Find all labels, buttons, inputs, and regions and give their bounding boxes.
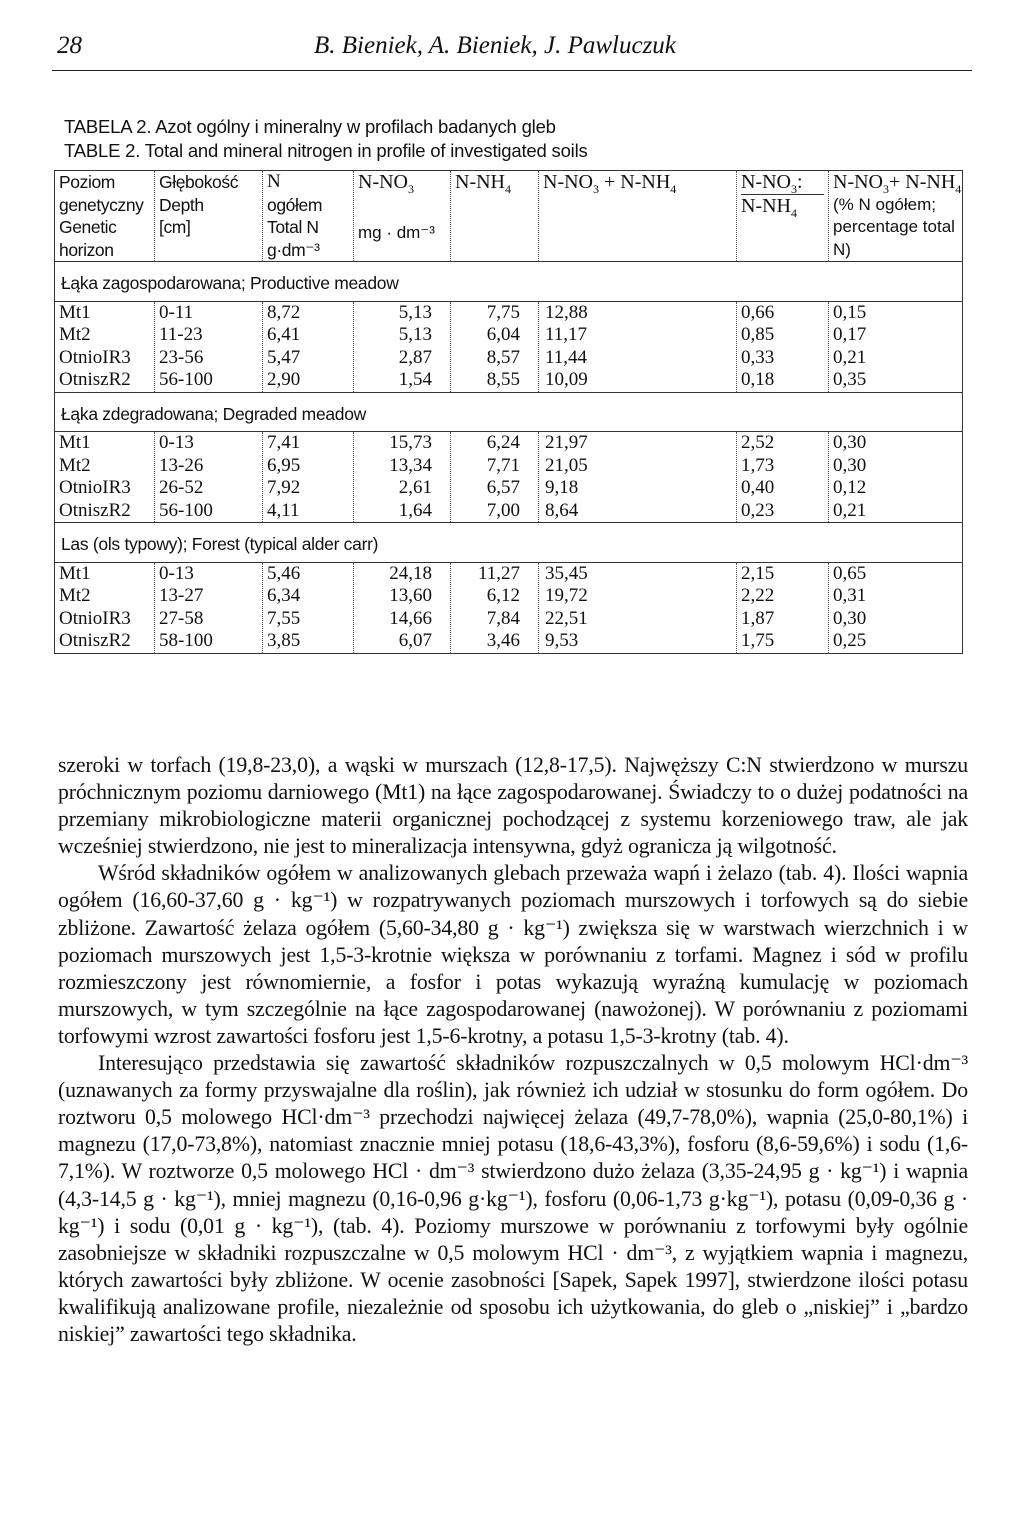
n-nh4-cell-column [451,301,539,392]
paragraph: szeroki w torfach (19,8-23,0), a wąski w murszach (12,8-17,5). Najwęższy C:N stwierdzono w murszu próchnicznym poziomu darniowego (Mt1) na łące zagospodarowanej. Świadczy to o dużej podatności na przemiany mikrobiologiczne materii organicznej pochodzącej z systemu korzeniowego traw, ale jak wcześniej stwierdzono, nie jest to mineralizacja intensywna, gdyż ogranicza ją wilgotność. [58,753,968,859]
depth-cell: 0-13 [159,432,194,453]
total-n-cell: 5,46 [267,562,301,584]
depth-cell: 23-56 [159,346,204,368]
depth-cell: 56-100 [159,369,213,390]
percentage-cell: 0,65 [833,562,867,584]
horizon-cell: OtnioIR3 [59,477,131,498]
depth-cell: 11-23 [159,324,203,345]
running-head-authors: B. Bieniek, A. Bieniek, J. Pawluczuk [314,32,676,59]
horizon-cell-column [55,562,155,653]
n-sum-cell: 19,72 [545,585,588,606]
horizon-cell: OtnioIR3 [59,607,131,629]
n-no3-cell: 13,60 [389,585,432,606]
table-row-group [55,562,963,653]
header-ratio: $N-NO_3$: $N-NH_4$ [737,171,829,262]
ratio-cell: 2,15 [741,562,775,584]
unit-label: mg · dm⁻³ [358,223,435,242]
paragraph: Interesująco przedstawia się zawartość składników rozpuszczalnych w 0,5 molowym HCl·dm⁻³ (uznawanych za formy przyswajalne dla roślin), jak również ich udział w stosunku do form ogółem. Do roztworu 0,5 molowego HCl·dm⁻³ przechodzi najwięcej żelaza (49,7-78,0%), wapnia (25,0-80,1%) i magnezu (17,0-73,8%), natomiast znacznie mniej potasu (18,6-43,3%), fosforu (8,6-59,6%) i sodu (1,6-7,1%). W roztworze 0,5 molowego HCl · dm⁻³ stwierdzono dużo żelaza (3,35-24,95 g · kg⁻¹) i wapnia (4,3-14,5 g · kg⁻¹), mniej magnezu (0,16-0,96 g·kg⁻¹), fosforu (0,06-1,73 g·kg⁻¹), potasu (0,09-0,36 g · kg⁻¹) i sodu (0,01 g · kg⁻¹), (tab. 4). Poziomy murszowe w porównaniu z torfowymi były ogólnie zasobniejsze w składniki rozpuszczalne w 0,5 molowym HCl · dm⁻³, z wyjątkiem wapnia i magnezu, których zawartości były zbliżone. W ocenie zasobności [Sapek, Sapek 1997], stwierdzone ilości potasu kwalifikują analizowane profile, niezależnie od sposobu ich użytkowania, do gleb o „niskiej” i „bardzo niskiej” zawartości tego składnika. [58,1051,968,1346]
section-row [55,262,963,302]
depth-cell: 27-58 [159,607,204,629]
ratio-cell: 0,66 [741,301,775,323]
n-no3-cell-column [354,562,451,653]
ratio-cell: 0,33 [741,346,775,368]
section-row [55,523,963,563]
n-sum-cell-column [539,432,737,523]
n-nh4-cell: 6,57 [486,477,520,498]
n-no3-cell: 14,66 [389,607,432,629]
n-sum-cell: 9,53 [545,630,579,651]
percentage-cell-column [829,301,963,392]
depth-cell: 13-27 [159,585,204,606]
depth-cell-column [155,432,263,523]
total-n-cell: 5,47 [267,346,301,368]
n-sum-cell-column [539,301,737,392]
table-row-group [55,301,963,392]
n-nh4-cell: 3,46 [486,630,520,651]
page-number: 28 [57,32,82,59]
header-n-sum: $N-NO_3 + N-NH_4$ [539,171,737,262]
table-row-group [55,432,963,523]
n-no3-cell-column [354,301,451,392]
ratio-cell-column [737,301,829,392]
n-nh4-cell-column [451,562,539,653]
n-sum-cell: 11,17 [545,324,588,345]
header-total-n: N ogółem Total N g·dm⁻³ [263,171,354,262]
running-head [52,30,972,71]
ratio-cell: 0,85 [741,324,775,345]
n-sum-cell: 21,05 [545,454,588,476]
n-nh4-cell: 7,71 [486,454,520,476]
n-sum-cell: 8,64 [545,499,579,521]
horizon-cell: Mt2 [59,454,91,476]
n-sum-cell: 35,45 [545,562,588,584]
n-no3-cell-column [354,432,451,523]
n-nh4-cell: 7,75 [486,301,520,323]
n-sum-cell: 12,88 [545,301,588,323]
header-n-no3: $N-NO_3$ mg · dm⁻³ [354,171,451,262]
percentage-cell: 0,17 [833,324,867,345]
n-no3-cell: 5,13 [398,301,432,323]
nitrogen-table [54,170,963,654]
table-caption-pl: TABELA 2. Azot ogólny i mineralny w profilach badanych gleb [64,116,556,137]
depth-cell: 56-100 [159,499,213,521]
horizon-cell: OtniszR2 [59,499,131,521]
horizon-cell: Mt1 [59,432,91,453]
percentage-cell: 0,30 [833,454,867,476]
ratio-cell: 0,40 [741,477,775,498]
ratio-cell: 2,22 [741,585,775,606]
n-nh4-cell: 11,27 [477,562,520,584]
n-no3-cell: 1,64 [398,499,432,521]
horizon-cell: Mt1 [59,562,91,584]
horizon-cell: Mt1 [59,301,91,323]
total-n-cell-column [263,301,354,392]
header-horizon: Poziom genetyczny Genetic horizon [55,171,155,262]
ratio-cell: 0,18 [741,369,775,390]
depth-cell-column [155,562,263,653]
section-title: Las (ols typowy); Forest (typical alder carr) [55,523,963,563]
n-no3-cell: 2,87 [398,346,432,368]
n-no3-cell: 1,54 [398,369,432,390]
n-sum-cell: 10,09 [545,369,588,390]
n-nh4-cell: 7,84 [486,607,520,629]
n-sum-cell: 9,18 [545,477,579,498]
depth-cell: 13-26 [159,454,204,476]
percentage-cell: 0,30 [833,607,867,629]
total-n-cell: 8,72 [267,301,301,323]
percentage-cell: 0,25 [833,630,867,651]
horizon-cell-column [55,432,155,523]
total-n-cell: 2,90 [267,369,301,390]
percentage-cell: 0,12 [833,477,867,498]
n-no3-cell: 24,18 [389,562,432,584]
table-caption-en: TABLE 2. Total and mineral nitrogen in profile of investigated soils [64,140,588,161]
n-no3-cell: 15,73 [389,432,432,453]
paragraph: Wśród składników ogółem w analizowanych glebach przeważa wapń i żelazo (tab. 4). Ilości wapnia ogółem (16,60-37,60 g · kg⁻¹) w rozpatrywanych poziomach murszowych i torfowych są do siebie zbliżone. Zawartość żelaza ogółem (5,60-34,80 g · kg⁻¹) zwiększa się w warstwach wierzchnich i w poziomach murszowych jest 1,5-3-krotnie większa w porównaniu z torfami. Magnez i sód w profilu rozmieszczony jest równomiernie, a fosfor i potas wykazują wyraźną kumulację w poziomach murszowych, w tym szczególnie na łące zagospodarowanej (nawożonej). W porównaniu z poziomami torfowymi wzrost zawartości fosforu jest 1,5-6-krotny, a potasu 1,5-3-krotny (tab. 4). [58,861,968,1048]
percentage-cell: 0,31 [833,585,867,606]
header-depth: Głębokość Depth [cm] [155,171,263,262]
depth-cell: 26-52 [159,477,204,498]
ratio-cell: 2,52 [741,432,775,453]
percentage-cell-column [829,432,963,523]
percentage-cell: 0,30 [833,432,867,453]
header-n-nh4: $N-NH_4$ [451,171,539,262]
n-sum-cell: 11,44 [545,346,588,368]
n-nh4-cell: 6,12 [486,585,520,606]
n-nh4-cell: 8,55 [486,369,520,390]
depth-cell-column [155,301,263,392]
n-no3-cell: 5,13 [398,324,432,345]
depth-cell: 58-100 [159,630,213,651]
total-n-cell-column [263,562,354,653]
ratio-cell: 1,87 [741,607,775,629]
n-nh4-cell: 6,24 [486,432,520,453]
n-nh4-cell: 6,04 [486,324,520,345]
horizon-cell: OtnioIR3 [59,346,131,368]
percentage-cell: 0,21 [833,346,867,368]
body-text [58,752,968,1348]
ratio-cell-column [737,562,829,653]
n-no3-cell: 2,61 [398,477,432,498]
ratio-cell: 1,73 [741,454,775,476]
depth-cell: 0-11 [159,301,194,323]
n-nh4-cell-column [451,432,539,523]
depth-cell: 0-13 [159,562,194,584]
horizon-cell: OtniszR2 [59,369,131,390]
total-n-cell: 6,34 [267,585,301,606]
total-n-cell-column [263,432,354,523]
n-sum-cell: 21,97 [545,432,588,453]
percentage-cell: 0,15 [833,301,867,323]
total-n-cell: 7,41 [267,432,301,453]
total-n-cell: 6,41 [267,324,301,345]
n-sum-cell: 22,51 [545,607,588,629]
horizon-cell: OtniszR2 [59,630,131,651]
total-n-cell: 4,11 [267,499,300,521]
percentage-cell: 0,21 [833,499,867,521]
ratio-cell: 1,75 [741,630,775,651]
table-header-row [55,171,963,262]
n-nh4-cell: 8,57 [486,346,520,368]
section-title: Łąka zdegradowana; Degraded meadow [55,392,963,432]
n-nh4-cell: 7,00 [486,499,520,521]
percentage-cell-column [829,562,963,653]
total-n-cell: 6,95 [267,454,301,476]
n-sum-cell-column [539,562,737,653]
section-title: Łąka zagospodarowana; Productive meadow [55,262,963,302]
ratio-cell: 0,23 [741,499,775,521]
percentage-cell: 0,35 [833,369,867,390]
horizon-cell-column [55,301,155,392]
ratio-cell-column [737,432,829,523]
header-percentage: $N-NO_3+ N-NH_4$ (% N ogółem; percentage total N) [829,171,963,262]
section-row [55,392,963,432]
total-n-cell: 3,85 [267,630,301,651]
total-n-cell: 7,92 [267,477,301,498]
horizon-cell: Mt2 [59,585,91,606]
n-no3-cell: 6,07 [398,630,432,651]
total-n-cell: 7,55 [267,607,301,629]
n-no3-cell: 13,34 [389,454,432,476]
horizon-cell: Mt2 [59,324,91,345]
